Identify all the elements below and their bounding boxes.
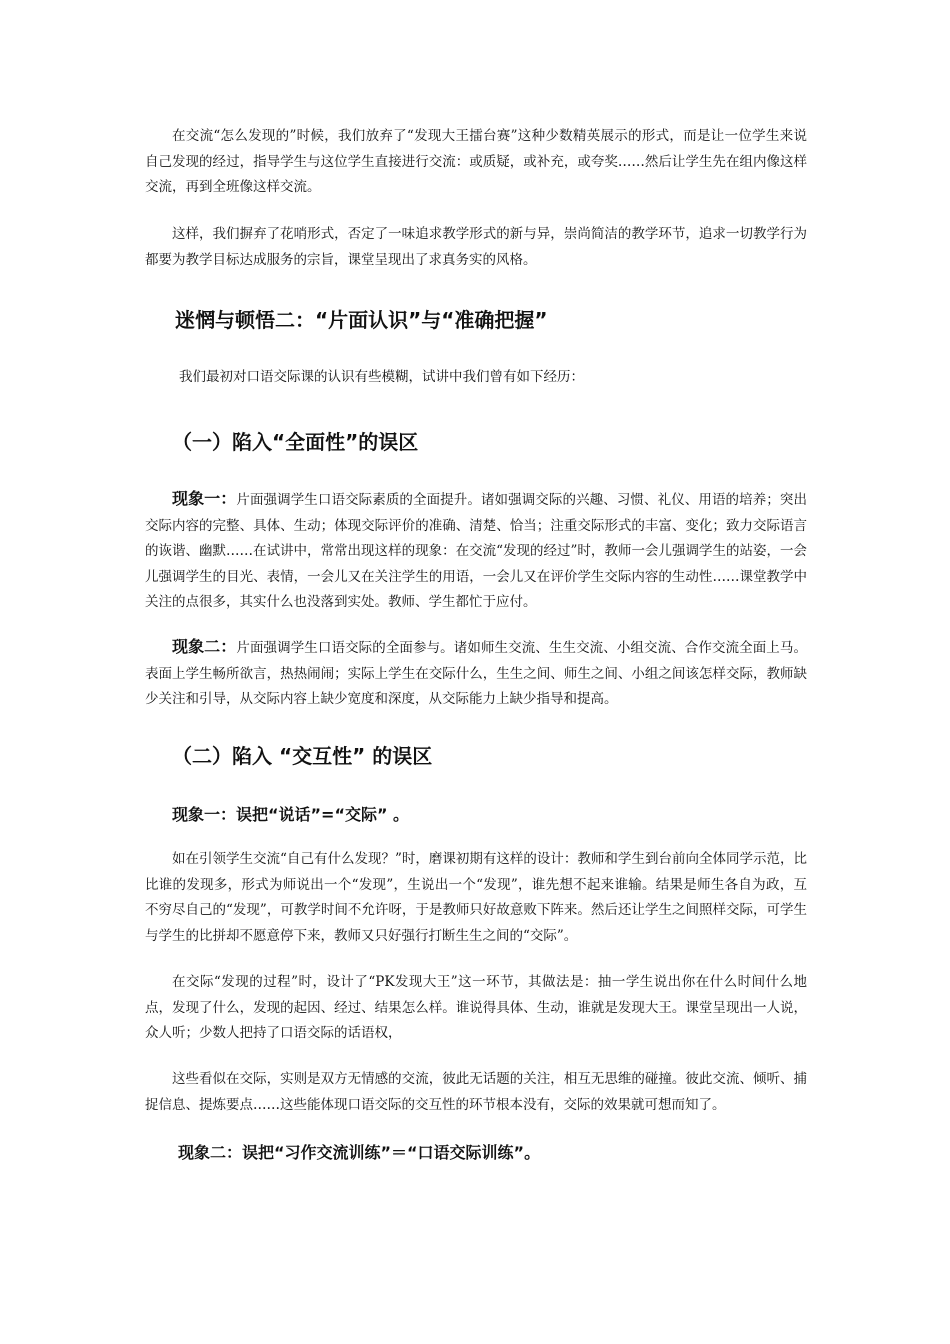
item-text: 片面强调学生口语交际素质的全面提升。诸如强调交际的兴趣、习惯、礼仪、用语的培养；突出交际内容的完整、具体、生动；体现交际评价的准确、清楚、恰当；注重交际形式的丰富、变化；致力交际语言的诙谐、幽默……在试讲中，常常出现这样的现象：在交流“发现的经过”时，教师一会儿强调学生的站姿，一会儿强调学生的目光、表情，一会儿又在关注学生的用语，一会儿又在评价学生交际内容的生动性……课堂教学中关注的点很多，其实什么也没落到实处。教师、学生都忙于应付。 bbox=[145, 492, 807, 610]
item-label: 现象二： bbox=[172, 637, 237, 656]
item-text: 片面强调学生口语交际的全面参与。诸如师生交流、生生交流、小组交流、合作交流全面上马。表面上学生畅所欲言，热热闹闹；实际上学生在交际什么，生生之间、师生之间、小组之间该怎样交际，教师缺少关注和引导，从交际内容上缺少宽度和深度，从交际能力上缺少指导和提高。 bbox=[145, 640, 807, 707]
section-2-item-1-title: 现象一：误把“说话”=“交际” 。 bbox=[172, 805, 410, 824]
section-1-item-2 bbox=[145, 634, 807, 713]
section-1-item-1 bbox=[145, 486, 807, 616]
paragraph-3: 如在引领学生交流“自己有什么发现？”时，磨课初期有这样的设计：教师和学生到台前向全体同学示范，比比谁的发现多，形式为师说出一个“发现”，生说出一个“发现”，谁先想不起来谁输。结果是师生各自为政，互不穷尽自己的“发现”，可教学时间不允许呀，于是教师只好故意败下阵来。然后还让学生之间照样交际，可学生与学生的比拼却不愿意停下来，教师又只好强行打断生生之间的“交际”。 bbox=[145, 851, 807, 944]
paragraph-5: 这些看似在交际，实则是双方无情感的交流，彼此无话题的关注，相互无思维的碰撞。彼此交流、倾听、捕捉信息、提炼要点……这些能体现口语交际的交互性的环节根本没有，交际的效果就可想而知了。 bbox=[145, 1071, 807, 1113]
item-label: 现象一： bbox=[172, 489, 237, 508]
section-1-title: （一）陷入“全面性”的误区 bbox=[172, 430, 419, 454]
paragraph-4: 在交际“发现的过程”时，设计了“PK发现大王”这一环节，其做法是：抽一学生说出你在什么时间什么地点，发现了什么，发现的起因、经过、结果怎么样。谁说得具体、生动，谁就是发现大王。课堂呈现出一人说，众人听；少数人把持了口语交际的话语权， bbox=[145, 974, 807, 1041]
section-2-item-2-title: 现象二：误把“习作交流训练”＝“口语交际训练”。 bbox=[178, 1143, 541, 1162]
paragraph-1: 在交流“怎么发现的”时候，我们放弃了“发现大王擂台赛”这种少数精英展示的形式，而是让一位学生来说自己发现的经过，指导学生与这位学生直接进行交流：或质疑，或补充，或夸奖……然后让学生先在组内像这样交流，再到全班像这样交流。 bbox=[145, 128, 807, 195]
heading-confusion-two: 迷惘与顿悟二：“片面认识”与“准确把握” bbox=[175, 308, 548, 332]
intro-paragraph: 我们最初对口语交际课的认识有些模糊，试讲中我们曾有如下经历： bbox=[179, 369, 584, 385]
section-2-title: （二）陷入 “交互性” 的误区 bbox=[172, 744, 433, 768]
paragraph-2: 这样，我们摒弃了花哨形式，否定了一味追求教学形式的新与异，崇尚简洁的教学环节，追求一切教学行为都要为教学目标达成服务的宗旨，课堂呈现出了求真务实的风格。 bbox=[145, 226, 807, 268]
